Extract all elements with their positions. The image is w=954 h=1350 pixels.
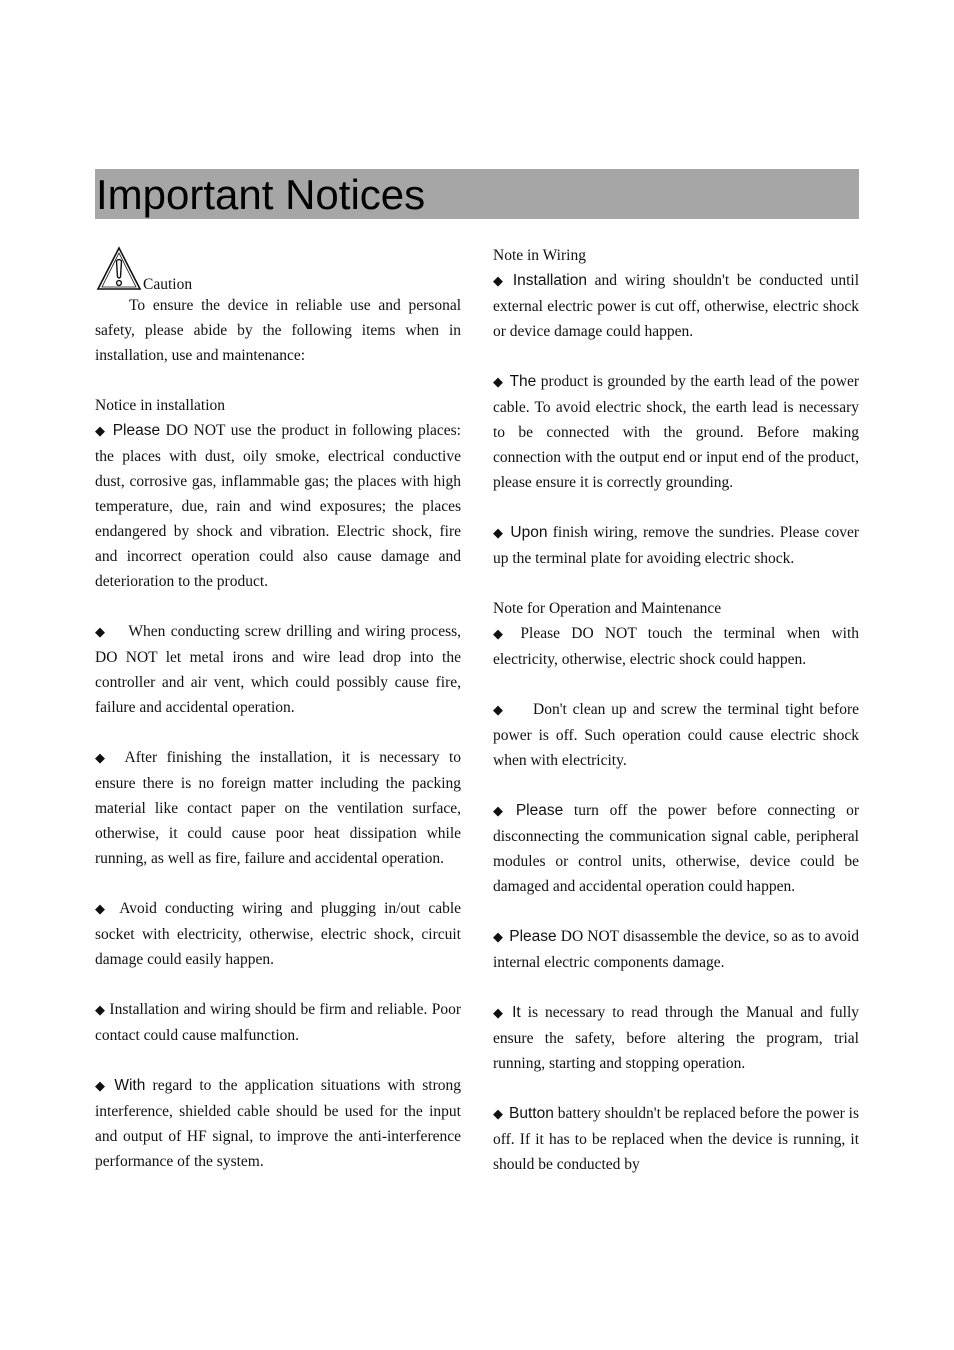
- diamond-bullet-icon: ◆: [493, 274, 507, 289]
- right-column: [493, 243, 859, 1177]
- diamond-bullet-icon: ◆: [95, 625, 107, 640]
- list-item: ◆ Upon finish wiring, remove the sundries. Please cover up the terminal plate for avoiding electric shock.: [493, 524, 860, 567]
- list-item: ◆ The product is grounded by the earth lead of the power cable. To avoid electric shock, the earth lead is necessary to be connected with the ground. Before making connection with the output end or input end of the product, please ensure it is correctly grounding.: [493, 373, 859, 491]
- diamond-bullet-icon: ◆: [493, 703, 505, 718]
- intro-paragraph: To ensure the device in reliable use and personal safety, please abide by the following items when in installation, use and maintenance:: [95, 297, 461, 364]
- diamond-bullet-icon: ◆: [95, 1003, 106, 1018]
- diamond-bullet-icon: ◆: [493, 804, 510, 819]
- list-item: ◆ Please DO NOT touch the terminal when with electricity, otherwise, electric shock could happen.: [493, 625, 860, 668]
- title-bar: [95, 169, 859, 219]
- list-item: ◆ Don't clean up and screw the terminal tight before power is off. Such operation could cause electric shock when with electricity.: [493, 701, 860, 769]
- left-column: [95, 243, 461, 1174]
- section-heading-wiring: Note in Wiring: [493, 247, 586, 264]
- list-item: ◆ Installation and wiring should be firm and reliable. Poor contact could cause malfunction.: [95, 1001, 461, 1044]
- list-item: ◆ It is necessary to read through the Manual and fully ensure the safety, before altering the program, trial running, starting and stopping operation.: [493, 1004, 860, 1072]
- diamond-bullet-icon: ◆: [95, 424, 107, 439]
- list-item: ◆ Please DO NOT disassemble the device, so as to avoid internal electric components damage.: [493, 928, 860, 971]
- list-item: ◆ Please DO NOT use the product in following places: the places with dust, oily smoke, electrical conductive dust, corrosive gas, inflammable gas; the places with high temperature, due, rain and wind exposures; the places endangered by shock and vibration. Electric shock, fire and incorrect operation could also cause damage and deterioration to the product.: [95, 422, 461, 590]
- section-heading-installation: Notice in installation: [95, 397, 226, 414]
- list-item: ◆ Please turn off the power before connecting or disconnecting the communication signal cable, peripheral modules or control units, otherwise, device could be damaged and accidental operation could happen.: [493, 802, 860, 895]
- caution-label: Caution: [143, 276, 193, 293]
- list-item: ◆ When conducting screw drilling and wiring process, DO NOT let metal irons and wire lead drop into the controller and air vent, which could possibly cause fire, failure and accidental operation.: [95, 623, 462, 716]
- list-item: ◆ Installation and wiring shouldn't be conducted until external electric power is cut off, otherwise, electric shock or device damage could happen.: [493, 272, 860, 340]
- list-item: ◆ With regard to the application situations with strong interference, shielded cable should be used for the input and output of HF signal, to improve the anti-interference performance of the system.: [95, 1077, 461, 1170]
- caution-row: [95, 243, 461, 293]
- diamond-bullet-icon: ◆: [95, 902, 110, 917]
- diamond-bullet-icon: ◆: [493, 627, 511, 642]
- page-title: Important Notices: [96, 171, 426, 218]
- list-item: ◆ Button battery shouldn't be replaced before the power is off. If it has to be replaced when the device is running, it should be conducted by: [493, 1105, 859, 1173]
- section-heading-operation: Note for Operation and Maintenance: [493, 600, 722, 617]
- warning-triangle-icon: [95, 245, 143, 291]
- diamond-bullet-icon: ◆: [493, 375, 504, 390]
- diamond-bullet-icon: ◆: [493, 1006, 507, 1021]
- diamond-bullet-icon: ◆: [95, 1079, 109, 1094]
- diamond-bullet-icon: ◆: [95, 751, 111, 766]
- list-item: ◆ Avoid conducting wiring and plugging in/out cable socket with electricity, otherwise, electric shock, circuit damage could easily happen.: [95, 900, 462, 968]
- diamond-bullet-icon: ◆: [493, 1107, 504, 1122]
- diamond-bullet-icon: ◆: [493, 526, 505, 541]
- diamond-bullet-icon: ◆: [493, 930, 504, 945]
- list-item: ◆ After finishing the installation, it is necessary to ensure there is no foreign matter including the packing material like contact paper on the ventilation surface, otherwise, it could cause poor heat dissipation while running, as well as fire, failure and accidental operation.: [95, 749, 461, 867]
